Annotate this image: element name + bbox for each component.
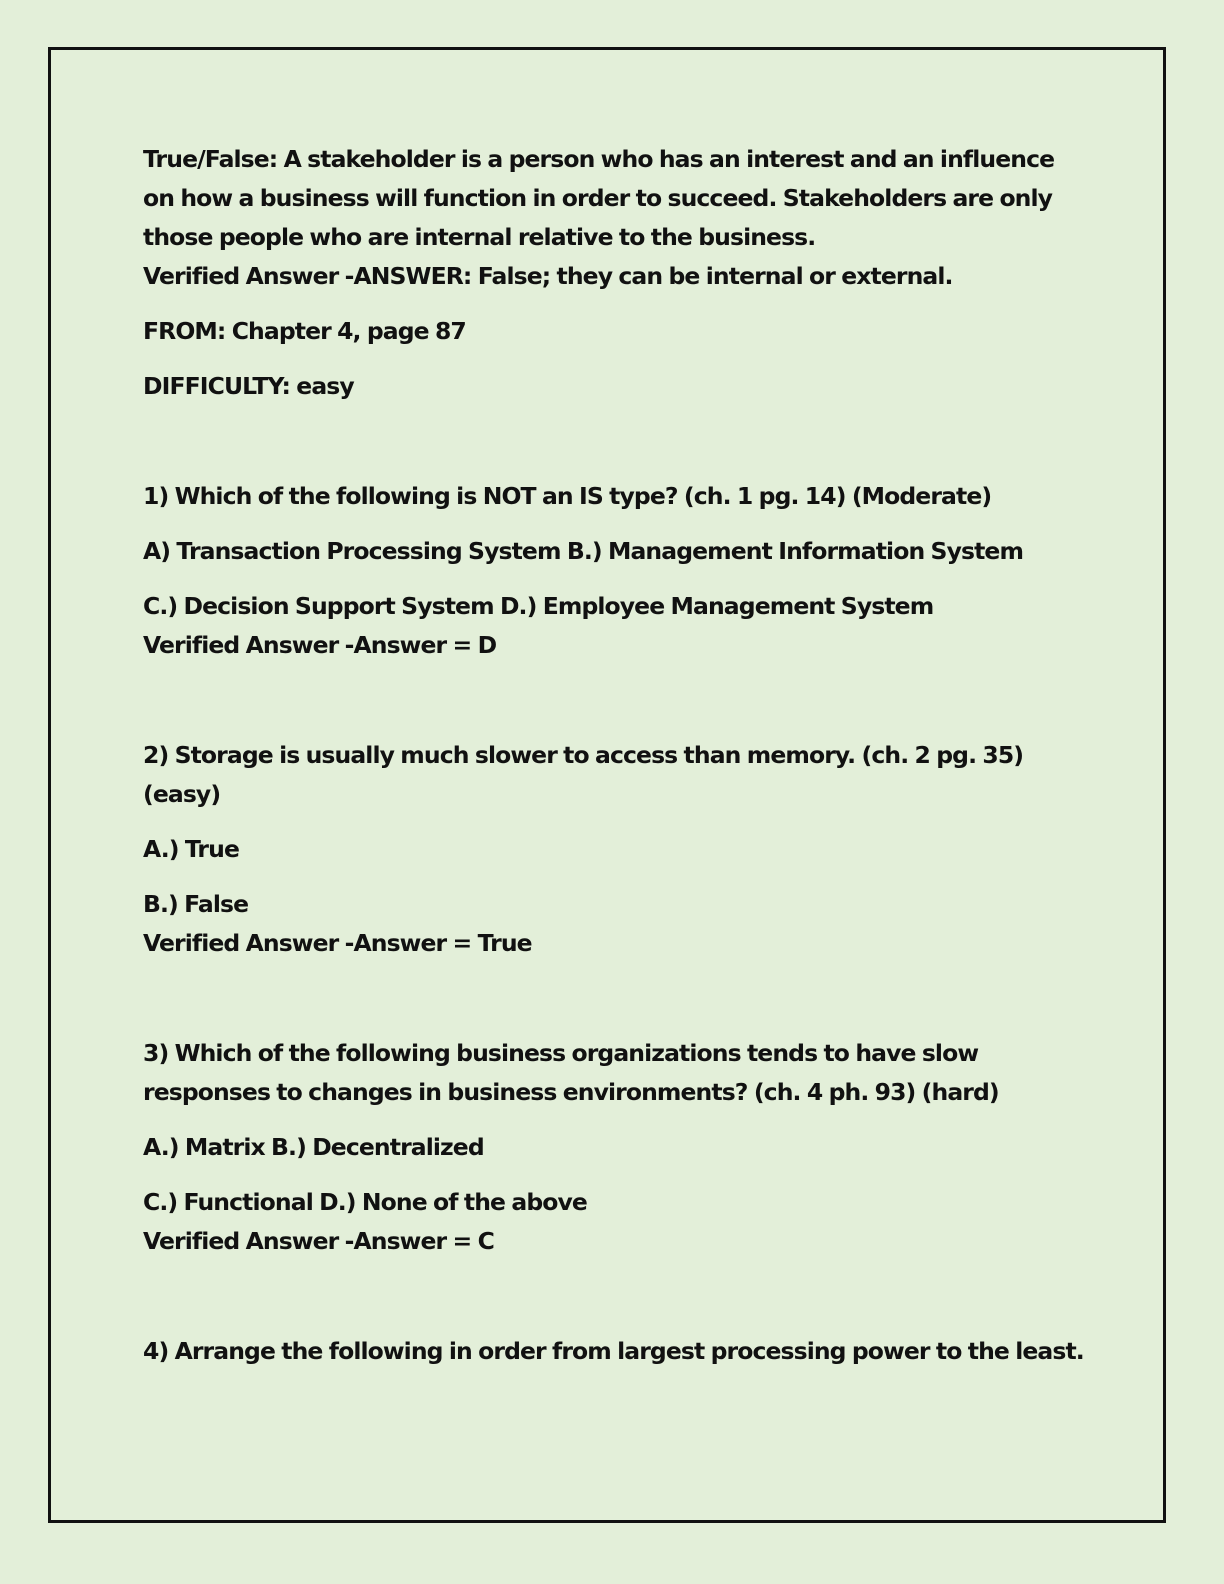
question-1-text: 1) Which of the following is NOT an IS type? (ch. 1 pg. 14) (Moderate) bbox=[143, 482, 992, 510]
question-3-block bbox=[143, 1034, 1083, 1261]
question-2-option-b: B.) False bbox=[143, 890, 249, 918]
question-3-options-a-b: A.) Matrix B.) Decentralized bbox=[143, 1133, 484, 1161]
question-2-answer: Verified Answer -Answer = True bbox=[143, 929, 532, 957]
question-2-option-a: A.) True bbox=[143, 835, 239, 863]
intro-question-line-3: those people who are internal relative to the business. bbox=[143, 223, 816, 251]
intro-difficulty: DIFFICULTY: easy bbox=[143, 372, 354, 400]
intro-block bbox=[143, 140, 1083, 406]
question-3-text-line-1: 3) Which of the following business organizations tends to have slow bbox=[143, 1039, 979, 1067]
question-1-answer: Verified Answer -Answer = D bbox=[143, 631, 497, 659]
question-1-options-c-d: C.) Decision Support System D.) Employee Management System bbox=[143, 592, 934, 620]
question-1-block bbox=[143, 477, 1083, 665]
question-2-block bbox=[143, 736, 1083, 963]
intro-source: FROM: Chapter 4, page 87 bbox=[143, 317, 466, 345]
intro-question-line-1: True/False: A stakeholder is a person who has an interest and an influence bbox=[143, 145, 1055, 173]
question-1-options-a-b: A) Transaction Processing System B.) Management Information System bbox=[143, 537, 1024, 565]
question-3-text-line-2: responses to changes in business environments? (ch. 4 ph. 93) (hard) bbox=[143, 1078, 999, 1106]
intro-answer: Verified Answer -ANSWER: False; they can be internal or external. bbox=[143, 262, 953, 290]
question-4-block bbox=[143, 1332, 1083, 1371]
question-3-answer: Verified Answer -Answer = C bbox=[143, 1227, 494, 1255]
intro-question-line-2: on how a business will function in order to succeed. Stakeholders are only bbox=[143, 184, 1053, 212]
question-4-text: 4) Arrange the following in order from largest processing power to the least. bbox=[143, 1337, 1084, 1365]
question-2-text-line-1: 2) Storage is usually much slower to access than memory. (ch. 2 pg. 35) bbox=[143, 741, 1024, 769]
document-content bbox=[143, 140, 1083, 1371]
question-3-options-c-d: C.) Functional D.) None of the above bbox=[143, 1188, 587, 1216]
question-2-text-line-2: (easy) bbox=[143, 780, 221, 808]
